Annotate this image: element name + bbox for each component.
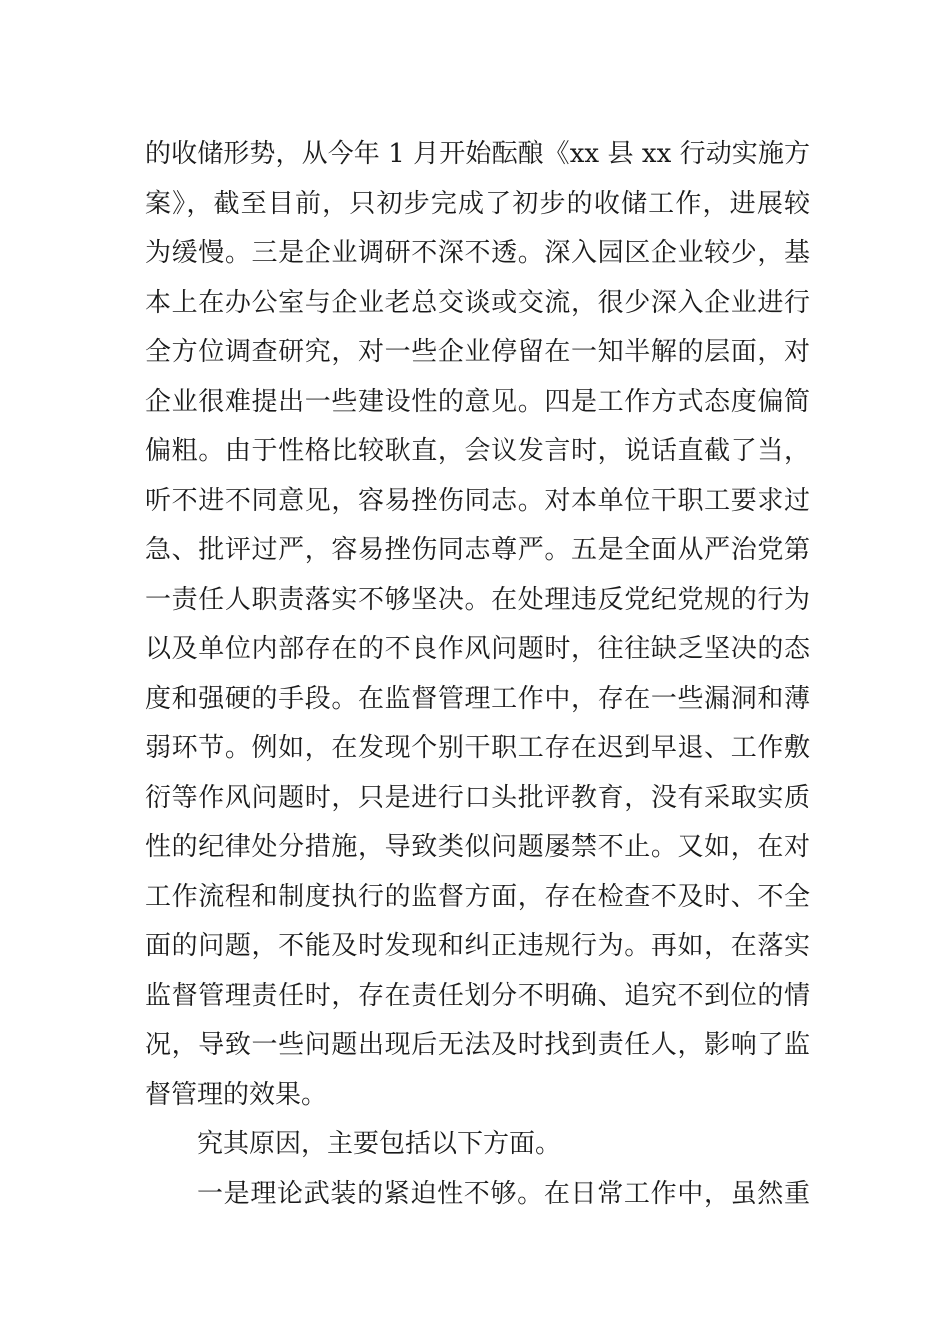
body-text — [145, 130, 810, 1219]
text-line: 偏粗。由于性格比较耿直，会议发言时，说话直截了当， — [145, 436, 810, 466]
text-line: 面的问题，不能及时发现和纠正违规行为。再如，在落实 — [145, 931, 810, 961]
text-line: 督管理的效果。 — [145, 1079, 328, 1110]
paragraph-line: 一是理论武装的紧迫性不够。在日常工作中，虽然重 — [197, 1178, 810, 1209]
text-line: 弱环节。例如，在发现个别干职工存在迟到早退、工作敷 — [145, 733, 810, 763]
text-line: 企业很难提出一些建设性的意见。四是工作方式态度偏简 — [145, 386, 810, 417]
text-line: 为缓慢。三是企业调研不深不透。深入园区企业较少，基 — [145, 238, 810, 268]
text-line: 况，导致一些问题出现后无法及时找到责任人，影响了监 — [145, 1030, 810, 1060]
text-line: 监督管理责任时，存在责任划分不明确、追究不到位的情 — [145, 980, 810, 1011]
text-line: 听不进不同意见，容易挫伤同志。对本单位干职工要求过 — [145, 485, 810, 516]
text-line: 工作流程和制度执行的监督方面，存在检查不及时、不全 — [145, 881, 810, 912]
text-line: 度和强硬的手段。在监督管理工作中，存在一些漏洞和薄 — [145, 683, 810, 714]
text-line: 本上在办公室与企业老总交谈或交流，很少深入企业进行 — [145, 287, 810, 318]
text-line: 全方位调查研究，对一些企业停留在一知半解的层面，对 — [145, 337, 810, 367]
text-line: 衍等作风问题时，只是进行口头批评教育，没有采取实质 — [145, 782, 810, 813]
paragraph-line: 究其原因，主要包括以下方面。 — [197, 1129, 562, 1159]
text-line: 的收储形势，从今年 1 月开始酝酿《xx 县 xx 行动实施方 — [145, 139, 810, 169]
text-line: 急、批评过严，容易挫伤同志尊严。五是全面从严治党第 — [145, 535, 810, 565]
text-line: 性的纪律处分措施，导致类似问题屡禁不止。又如，在对 — [145, 832, 810, 862]
text-line: 案》，截至目前，只初步完成了初步的收储工作，进展较 — [145, 188, 810, 219]
text-line: 以及单位内部存在的不良作风问题时，往往缺乏坚决的态 — [145, 634, 810, 664]
text-line: 一责任人职责落实不够坚决。在处理违反党纪党规的行为 — [145, 584, 810, 615]
